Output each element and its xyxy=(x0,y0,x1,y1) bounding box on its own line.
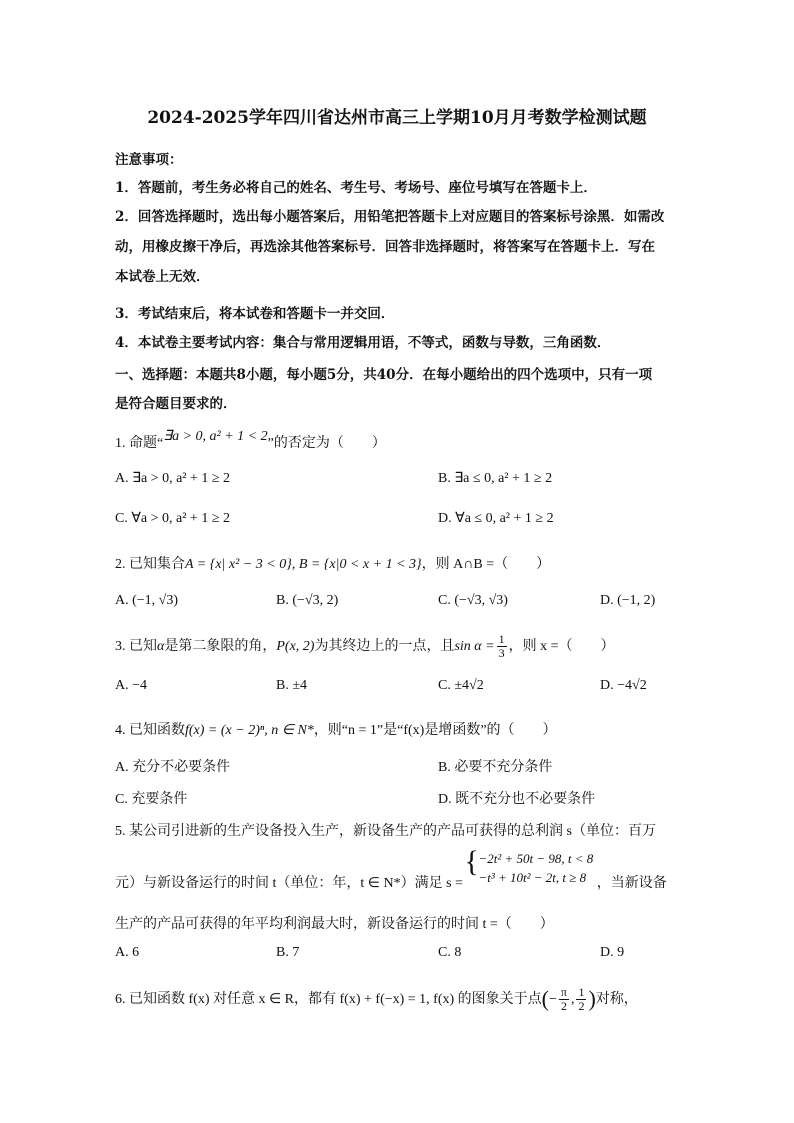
q6-point-x xyxy=(559,986,569,1013)
q1-option-c[interactable]: C. ∀a > 0, a² + 1 ≥ 2 xyxy=(115,511,231,526)
q3-fraction xyxy=(497,633,507,660)
q3-option-b[interactable]: B. ±4 xyxy=(276,678,308,693)
q2-option-d[interactable]: D. (−1, 2) xyxy=(600,593,656,608)
question-1-stem xyxy=(115,429,386,452)
q3-frac-den: 3 xyxy=(498,646,505,661)
q3-mid1: 是第二象限的角， xyxy=(164,639,277,654)
q4-option-c[interactable]: C. 充要条件 xyxy=(115,792,188,807)
q1-prefix: 1. 命题“ xyxy=(115,436,164,451)
q1-suffix: ”的否定为（ ） xyxy=(267,436,386,451)
section-heading: 一、选择题：本题共8小题，每小题5分，共40分．在每小题给出的四个选项中，只有一项 xyxy=(115,367,653,383)
q3-frac-num: 1 xyxy=(498,632,505,647)
q4-mid: ，则“n = 1”是“f(x)是增函数”的（ ） xyxy=(313,723,557,738)
q2-option-a[interactable]: A. (−1, √3) xyxy=(115,593,179,608)
q5-brace: { xyxy=(464,845,479,878)
q3-prefix: 3. 已知 xyxy=(115,639,157,654)
q5-option-b[interactable]: B. 7 xyxy=(276,945,300,960)
q6-paren-close: ) xyxy=(588,986,596,1011)
q5-line2a: 元）与新设备运行的时间 t（单位：年，t ∈ N*）满足 s = xyxy=(115,876,463,892)
question-2-stem xyxy=(115,553,550,573)
q3-mid2: 为其终边上的一点，且 xyxy=(314,639,455,654)
section-heading-cont: 是符合题目要求的． xyxy=(115,396,237,412)
notice-item-3: 3．考试结束后，将本试卷和答题卡一并交回． xyxy=(115,306,395,322)
q2-set-b: , B = {x|0 < x + 1 < 3} xyxy=(291,557,422,572)
q4-option-d[interactable]: D. 既不充分也不必要条件 xyxy=(438,792,596,807)
q5-option-a[interactable]: A. 6 xyxy=(115,945,140,960)
q3-suffix: ，则 x =（ ） xyxy=(508,639,615,654)
q6-px-num: π xyxy=(560,985,567,1000)
q6-prefix: 6. 已知函数 f(x) 对任意 x ∈ R，都有 f(x) + f(−x) = 1, f(x) 的图象关于点 xyxy=(115,992,542,1007)
notice-item-1: 1．答题前，考生务必将自己的姓名、考生号、考场号、座位号填写在答题卡上． xyxy=(115,180,597,196)
q5-option-d[interactable]: D. 9 xyxy=(600,945,625,960)
question-5-line-3: 生产的产品可获得的年平均利润最大时，新设备运行的时间 t =（ ） xyxy=(115,917,554,932)
q6-py-den: 2 xyxy=(578,999,585,1014)
question-5-line-1: 5. 某公司引进新的生产设备投入生产，新设备生产的产品可获得的总利润 s（单位：百万 xyxy=(115,824,656,839)
q5-piecewise xyxy=(464,845,594,887)
q6-suffix: 对称， xyxy=(595,992,638,1007)
notice-item-2: 2．回答选择题时，选出每小题答案后，用铅笔把答题卡上对应题目的答案标号涂黑．如需改 xyxy=(115,209,665,225)
q6-py-num: 1 xyxy=(578,985,585,1000)
q1-option-d[interactable]: D. ∀a ≤ 0, a² + 1 ≥ 2 xyxy=(438,511,554,526)
question-3-stem xyxy=(115,632,615,668)
question-6-stem: 6. 已知函数 f(x) 对任意 x ∈ R，都有 f(x) + f(−x) = 1, f(x) 的图象关于点(− $\frac{\pi}{2}$ , $\frac{1}{2}$ )对称， xyxy=(115,985,638,1014)
q5-case-2: −t³ + 10t² − 2t, t ≥ 8 xyxy=(478,870,587,885)
q4-func: f(x) = (x − 2)ⁿ, n ∈ N* xyxy=(185,723,314,738)
page-title: 2024-2025学年四川省达州市高三上学期10月月考数学检测试题 xyxy=(147,108,647,128)
q5-option-c[interactable]: C. 8 xyxy=(438,945,462,960)
q3-option-a[interactable]: A. −4 xyxy=(115,678,148,693)
q3-point: P(x, 2) xyxy=(276,639,315,654)
notice-item-4: 4．本试卷主要考试内容：集合与常用逻辑用语，不等式，函数与导数，三角函数． xyxy=(115,335,611,351)
q3-sin: sin α = xyxy=(454,639,495,654)
q6-px-den: 2 xyxy=(560,999,567,1014)
q2-option-c[interactable]: C. (−√3, √3) xyxy=(438,593,508,608)
q1-stem-math: ∃a > 0, a² + 1 < 2 xyxy=(163,429,268,444)
q3-alpha: α xyxy=(157,639,165,654)
q4-option-b[interactable]: B. 必要不充分条件 xyxy=(438,760,553,775)
q3-option-d[interactable]: D. −4√2 xyxy=(600,678,647,693)
q6-point-y xyxy=(576,986,586,1013)
q6-paren-open: ( xyxy=(541,986,549,1011)
q2-option-b[interactable]: B. (−√3, 2) xyxy=(276,593,339,608)
q5-case-1: −2t² + 50t − 98, t < 8 xyxy=(478,851,594,866)
q4-prefix: 4. 已知函数 xyxy=(115,723,185,738)
question-5-line-2 xyxy=(115,845,667,895)
notice-item-2-end: 本试卷上无效． xyxy=(115,269,210,285)
q2-prefix: 2. 已知集合 xyxy=(115,557,185,572)
q5-line2b: ，当新设备 xyxy=(596,876,667,892)
notice-heading: 注意事项： xyxy=(115,152,183,168)
question-4-stem xyxy=(115,719,557,739)
q1-option-a[interactable]: A. ∃a > 0, a² + 1 ≥ 2 xyxy=(115,471,231,486)
q2-suffix: ，则 A∩B =（ ） xyxy=(421,557,551,572)
q2-set-a: A = {x| x² − 3 < 0} xyxy=(185,557,292,572)
q4-option-a[interactable]: A. 充分不必要条件 xyxy=(115,760,231,775)
q1-option-b[interactable]: B. ∃a ≤ 0, a² + 1 ≥ 2 xyxy=(438,471,553,486)
notice-item-2-cont: 动，用橡皮擦干净后，再选涂其他答案标号．回答非选择题时，将答案写在答题卡上．写在 xyxy=(115,239,655,255)
q3-option-c[interactable]: C. ±4√2 xyxy=(438,678,484,693)
